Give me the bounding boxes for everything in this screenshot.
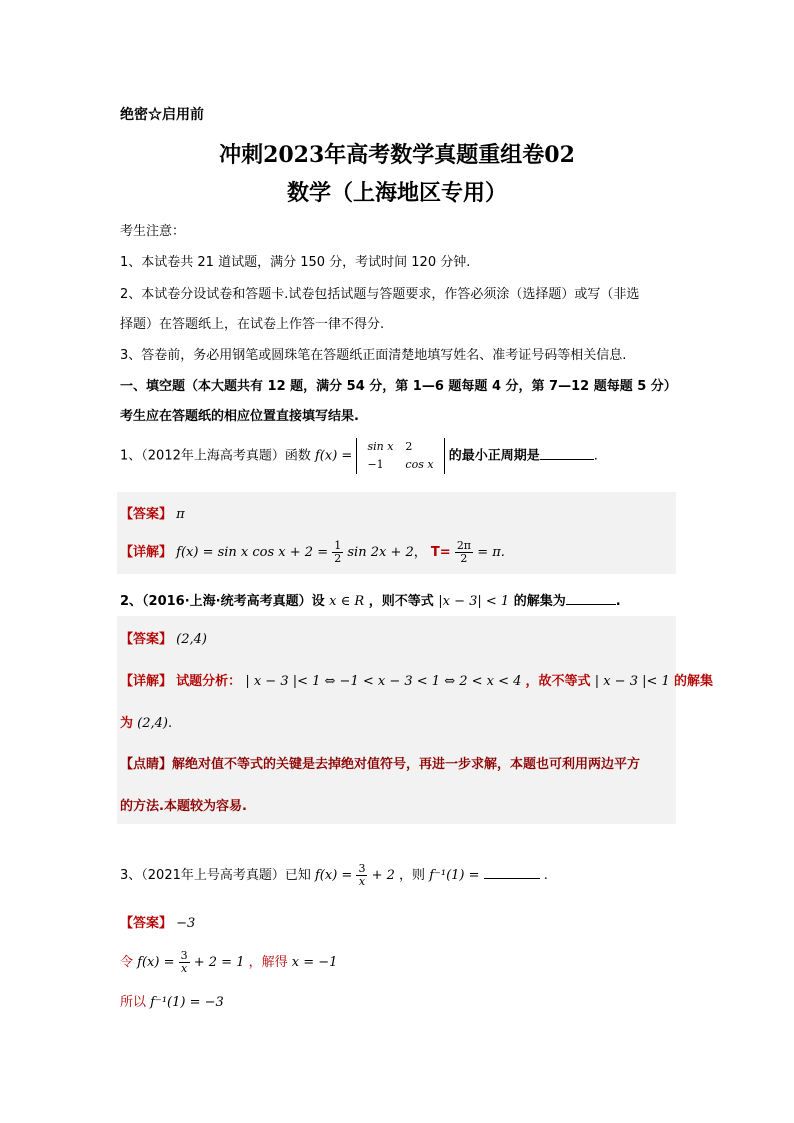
answer-value: −3 bbox=[176, 916, 196, 931]
answer-blank bbox=[540, 459, 594, 460]
notice-item: 1、本试卷共 21 道试题，满分 150 分，考试时间 120 分钟. bbox=[120, 255, 471, 270]
question-text: 的解集为 bbox=[513, 594, 566, 609]
page-title: 冲刺2023年高考数学真题重组卷02 bbox=[219, 142, 575, 168]
notice-item: 3、答卷前，务必用钢笔或圆珠笔在答题纸正面清楚地填写姓名、准考证号码等相关信息. bbox=[120, 348, 627, 363]
answer-1 bbox=[120, 503, 185, 522]
math-expr: | x − 3 |< 1 ⇔ −1 < x − 3 < 1 ⇔ 2 < x < 4 bbox=[245, 674, 522, 689]
fraction: $\frac{1}{2}$ bbox=[334, 539, 342, 565]
math-expr: (2,4) bbox=[137, 716, 168, 731]
answer-value: (2,4) bbox=[176, 632, 207, 647]
math-expr: |x − 3| < 1 bbox=[438, 594, 510, 609]
detail-2-cont: 为 (2,4). bbox=[120, 716, 173, 731]
fraction: $\frac{3}{x}$ bbox=[358, 862, 366, 888]
page-subtitle: 数学（上海地区专用） bbox=[286, 180, 507, 206]
math-expr: sin 2x + 2 bbox=[347, 545, 414, 560]
note-label: 【点睛】 bbox=[120, 757, 173, 772]
answer-label: 【答案】 bbox=[120, 916, 173, 931]
answer-label: 【答案】 bbox=[120, 507, 173, 522]
fraction: $\frac{3}{x}$ bbox=[180, 949, 188, 975]
detail-1: 【详解】 f(x) = sin x cos x + 2 = $\frac{1}{2}$ sin 2x + 2， T= $\frac{2\pi}{2}$ = π. bbox=[120, 539, 505, 565]
section-heading: 一、填空题（本大题共有 12 题，满分 54 分，第 1—6 题每题 4 分，第 7—12 题每题 5 分） bbox=[120, 379, 677, 394]
note-2-cont: 的方法.本题较为容易. bbox=[120, 799, 247, 814]
question-2: 2、（2016·上海·统考高考真题）设 x ∈ R ，则不等式 |x − 3| < 1 的解集为 . bbox=[120, 594, 621, 609]
notice-item: 择题）在答题纸上，在试卷上作答一律不得分. bbox=[120, 317, 385, 332]
math-expr: x ∈ R bbox=[329, 594, 365, 609]
punctuation: . bbox=[593, 448, 598, 464]
question-text: 1、（2012年上海高考真题）函数 bbox=[120, 448, 311, 464]
det-cell: 2 bbox=[405, 440, 413, 453]
question-text: ，则 bbox=[399, 868, 426, 883]
det-cell: sin x bbox=[367, 440, 394, 453]
detail-label: 【详解】 bbox=[120, 674, 173, 689]
question-text: ，则不等式 bbox=[368, 594, 434, 609]
math-expr: f(x) = bbox=[315, 868, 353, 883]
det-cell: cos x bbox=[405, 458, 434, 471]
detail-2 bbox=[120, 670, 713, 689]
math-expr: f⁻¹(1) = bbox=[429, 868, 480, 883]
question-text: 的最小正周期是 bbox=[448, 448, 540, 464]
notice-item: 2、本试卷分设试卷和答题卡.试卷包括试题与答题要求，作答必须涂（选择题）或写（非选 bbox=[120, 287, 640, 302]
answer-blank bbox=[566, 604, 616, 605]
answer-label: 【答案】 bbox=[120, 632, 173, 647]
note-text: 解绝对值不等式的关键是去掉绝对值符号，再进一步求解，本题也可利用两边平方 bbox=[172, 757, 641, 772]
confidential-label: 绝密☆启用前 bbox=[120, 107, 204, 123]
math-expr: | x − 3 |< 1 bbox=[594, 674, 670, 689]
determinant bbox=[356, 438, 444, 474]
answer-3 bbox=[120, 912, 195, 931]
math-expr: + 2 bbox=[371, 868, 395, 883]
section-instruction: 考生应在答题纸的相应位置直接填写结果. bbox=[120, 409, 359, 424]
fraction: $\frac{2\pi}{2}$ bbox=[456, 539, 472, 565]
detail-text: 试题分析： bbox=[176, 674, 242, 689]
solution-step-2 bbox=[120, 991, 224, 1010]
detail-text: 为 bbox=[120, 716, 134, 731]
det-cell: −1 bbox=[367, 458, 384, 471]
question-1 bbox=[120, 438, 598, 474]
detail-text: 的解集 bbox=[673, 674, 713, 689]
math-expr: f(x) = bbox=[137, 955, 175, 970]
step-text: 令 bbox=[120, 955, 134, 970]
detail-text: ，故不等式 bbox=[525, 674, 591, 689]
question-text: 3、（2021年上号高考真题）已知 bbox=[120, 868, 311, 883]
step-text: 所以 bbox=[120, 995, 147, 1010]
question-text: 2、（2016·上海·统考高考真题）设 bbox=[120, 594, 325, 609]
note-2 bbox=[120, 753, 640, 772]
step-text: ，解得 bbox=[248, 955, 288, 970]
period-label: T= bbox=[430, 545, 451, 560]
question-3: 3、（2021年上号高考真题）已知 f(x) = $\frac{3}{x}$ + 2 ，则 f⁻¹(1) = . bbox=[120, 862, 548, 888]
math-expr: f⁻¹(1) = −3 bbox=[150, 995, 224, 1010]
answer-2 bbox=[120, 628, 207, 647]
answer-box-2 bbox=[117, 616, 676, 824]
answer-value: π bbox=[176, 507, 185, 522]
math-expr: x = −1 bbox=[291, 955, 338, 970]
math-expr: = π. bbox=[477, 545, 505, 560]
solution-step-1 bbox=[120, 950, 337, 975]
math-expr: + 2 = 1 bbox=[193, 955, 245, 970]
math-expr: f(x) = sin x cos x + 2 = bbox=[176, 545, 329, 560]
function-expr: f(x) = bbox=[315, 448, 353, 464]
detail-label: 【详解】 bbox=[120, 545, 173, 560]
notice-heading: 考生注意： bbox=[120, 224, 186, 239]
answer-blank bbox=[484, 878, 540, 879]
